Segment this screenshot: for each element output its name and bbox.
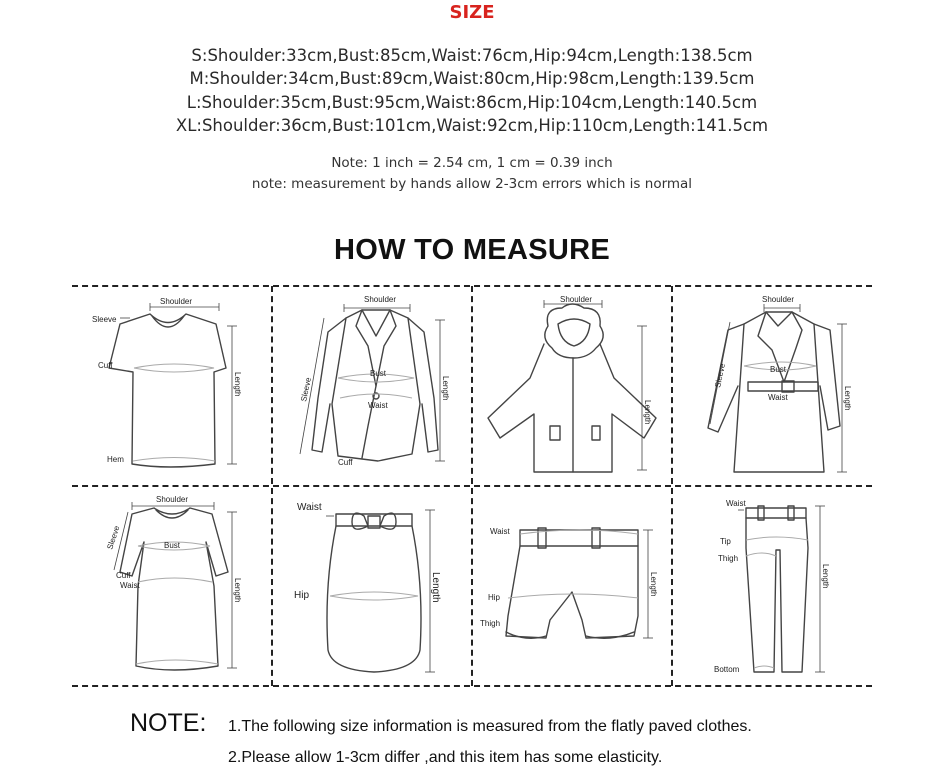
error-note: note: measurement by hands allow 2-3cm errors which is normal <box>251 176 693 192</box>
label-thigh: Thigh <box>480 619 501 628</box>
label-waist: Waist <box>297 502 322 513</box>
label-shoulder: Shoulder <box>762 295 795 304</box>
label-length: Length <box>430 572 441 603</box>
parka-diagram <box>472 286 672 486</box>
label-sleeve: Sleeve <box>105 524 122 551</box>
measurement-notes <box>0 153 944 195</box>
label-waist: Waist <box>726 499 746 508</box>
label-thigh: Thigh <box>718 554 739 563</box>
label-length: Length <box>649 572 658 597</box>
label-waist: Waist <box>368 401 388 410</box>
shorts-diagram <box>472 486 672 686</box>
label-length: Length <box>233 578 242 603</box>
label-length: Length <box>821 564 830 589</box>
size-row-l: L:Shoulder:35cm,Bust:95cm,Waist:86cm,Hip:104cm,Length:140.5cm <box>186 92 758 112</box>
label-cuff: Cuff <box>338 458 353 467</box>
label-shoulder: Shoulder <box>156 495 189 504</box>
label-shoulder: Shoulder <box>160 297 193 306</box>
label-shoulder: Shoulder <box>560 295 593 304</box>
label-sleeve: Sleeve <box>713 362 728 389</box>
tshirt-diagram <box>72 286 272 486</box>
label-sleeve: Sleeve <box>92 315 117 324</box>
label-waist: Waist <box>768 393 788 402</box>
label-waist: Waist <box>490 527 510 536</box>
label-bust: Bust <box>164 541 181 550</box>
note-line-1: 1.The following size information is measured from the flatly paved clothes. <box>228 718 752 735</box>
note-line-2: 2.Please allow 1-3cm differ ,and this item has some elasticity. <box>228 749 663 766</box>
label-shoulder: Shoulder <box>364 295 397 304</box>
trench-diagram <box>672 286 872 486</box>
label-hem: Hem <box>107 455 124 464</box>
label-length: Length <box>441 376 450 401</box>
size-row-m: M:Shoulder:34cm,Bust:89cm,Waist:80cm,Hip:98cm,Length:139.5cm <box>189 69 755 89</box>
conversion-note: Note: 1 inch = 2.54 cm, 1 cm = 0.39 inch <box>331 155 613 171</box>
label-cuff: Cuff <box>98 361 113 370</box>
size-row-xl: XL:Shoulder:36cm,Bust:101cm,Waist:92cm,Hip:110cm,Length:141.5cm <box>175 115 769 135</box>
label-tip: Tip <box>720 537 731 546</box>
label-waist: Waist <box>120 581 140 590</box>
label-length: Length <box>643 400 652 425</box>
trousers-diagram <box>672 486 872 686</box>
label-bust: Bust <box>770 365 787 374</box>
skirt-diagram <box>272 486 472 686</box>
note-label: NOTE: <box>130 709 207 737</box>
label-cuff: Cuff <box>116 571 131 580</box>
size-row-s: S:Shoulder:33cm,Bust:85cm,Waist:76cm,Hip:94cm,Length:138.5cm <box>191 46 753 65</box>
blazer-diagram <box>272 286 472 486</box>
dress-diagram <box>72 486 272 686</box>
how-to-measure-title: HOW TO MEASURE <box>334 234 610 266</box>
label-length: Length <box>233 372 242 397</box>
label-sleeve: Sleeve <box>299 376 314 403</box>
label-hip: Hip <box>488 593 501 602</box>
label-hip: Hip <box>294 590 310 601</box>
label-bottom: Bottom <box>714 665 740 674</box>
measure-grid <box>72 286 872 686</box>
label-bust: Bust <box>370 369 387 378</box>
size-list <box>0 44 944 137</box>
label-length: Length <box>843 386 852 411</box>
size-title: SIZE <box>449 2 495 23</box>
